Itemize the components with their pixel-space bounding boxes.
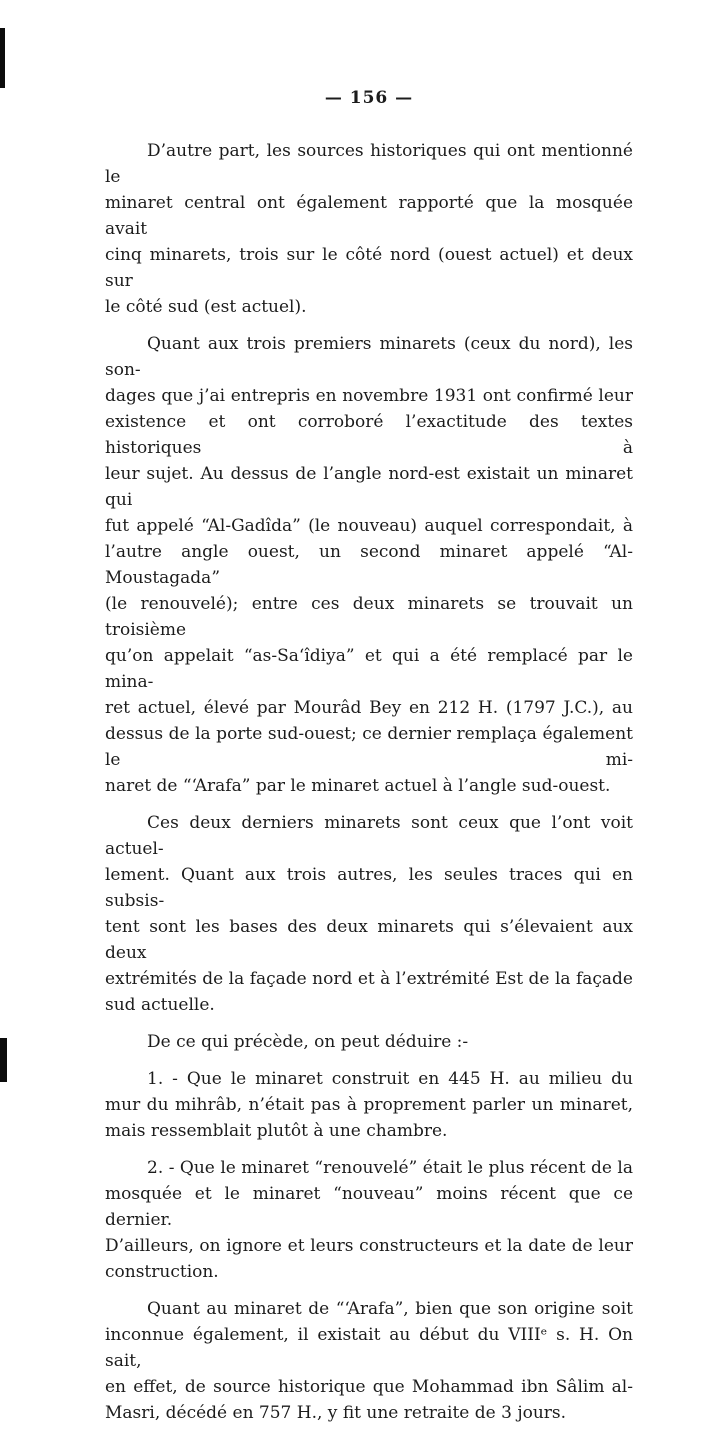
scan-artifact-top-left (0, 28, 5, 88)
text-line: le côté sud (est actuel). (105, 297, 307, 317)
text-line: mur du mihrâb, n’était pas à proprement parler un minaret, (105, 1095, 633, 1115)
text-line: Quant au minaret de “‘Arafa”, bien que son origine soit (147, 1299, 633, 1319)
text-line: fut appelé “Al-Gadîda” (le nouveau) auquel correspondait, à (105, 516, 633, 536)
text-line: l’autre angle ouest, un second minaret appelé “Al-Moustagada” (105, 542, 633, 588)
text-line: leur sujet. Au dessus de l’angle nord-est existait un minaret qui (105, 464, 633, 510)
text-line: lement. Quant aux trois autres, les seules traces qui en subsis- (105, 865, 633, 911)
text-line: naret de “‘Arafa” par le minaret actuel à l’angle sud-ouest. (105, 776, 611, 796)
paragraph-7 (105, 1296, 633, 1426)
text-line: cinq minarets, trois sur le côté nord (ouest actuel) et deux sur (105, 245, 633, 291)
page-number: — 156 — (324, 88, 414, 108)
text-line: 1. - Que le minaret construit en 445 H. au milieu du (147, 1069, 633, 1089)
paragraph-2 (105, 331, 633, 799)
text-line: D’autre part, les sources historiques qui ont mentionné le (105, 141, 633, 187)
text-line: mosquée et le minaret “nouveau” moins récent que ce dernier. (105, 1184, 633, 1230)
paragraph-3 (105, 810, 633, 1018)
text-line: D’ailleurs, on ignore et leurs constructeurs et la date de leur (105, 1236, 633, 1256)
text-line: Ces deux derniers minarets sont ceux que l’ont voit actuel- (105, 813, 633, 859)
paragraph-6 (105, 1155, 633, 1285)
text-line: sud actuelle. (105, 995, 215, 1015)
text-line: De ce qui précède, on peut déduire :- (147, 1032, 469, 1052)
text-line: 2. - Que le minaret “renouvelé” était le plus récent de la (147, 1158, 633, 1178)
text-line: dages que j’ai entrepris en novembre 1931 ont confirmé leur (105, 386, 633, 406)
paragraph-1 (105, 138, 633, 320)
text-line: ret actuel, élevé par Mourâd Bey en 212 H. (1797 J.C.), au (105, 698, 633, 718)
text-line: dessus de la porte sud-ouest; ce dernier remplaça également le mi- (105, 724, 633, 770)
text-line: (le renouvelé); entre ces deux minarets se trouvait un troisième (105, 594, 633, 640)
text-line: tent sont les bases des deux minarets qui s’élevaient aux deux (105, 917, 633, 963)
text-line: mais ressemblait plutôt à une chambre. (105, 1121, 448, 1141)
paragraph-5 (105, 1066, 633, 1144)
text-line: Quant aux trois premiers minarets (ceux du nord), les son- (105, 334, 633, 380)
scan-artifact-bottom-left (0, 1038, 7, 1082)
text-line: minaret central ont également rapporté que la mosquée avait (105, 193, 633, 239)
text-line: extrémités de la façade nord et à l’extrémité Est de la façade (105, 969, 633, 989)
text-line: Masri, décédé en 757 H., y fit une retraite de 3 jours. (105, 1403, 567, 1423)
text-line: inconnue également, il existait au début du VIIIᵉ s. H. On sait, (105, 1325, 633, 1371)
text-line: qu’on appelait “as-Sa‘îdiya” et qui a été remplacé par le mina- (105, 646, 633, 692)
text-line: construction. (105, 1262, 219, 1282)
text-line: en effet, de source historique que Mohammad ibn Sâlim al- (105, 1377, 633, 1397)
text-line: existence et ont corroboré l’exactitude des textes historiques à (105, 412, 633, 458)
document-page (105, 85, 633, 1437)
paragraph-4 (105, 1029, 633, 1055)
